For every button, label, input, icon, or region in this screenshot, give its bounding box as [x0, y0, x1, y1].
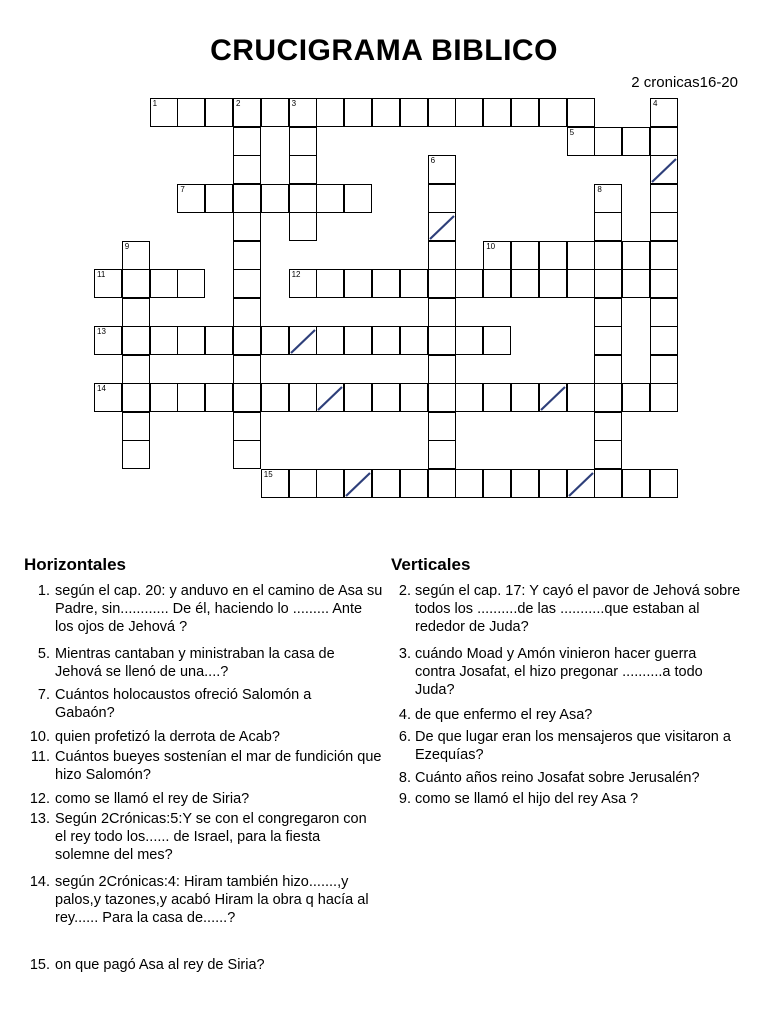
crossword-cell[interactable] [511, 241, 539, 270]
crossword-cell[interactable] [344, 269, 372, 298]
crossword-cell[interactable] [567, 127, 595, 156]
crossword-cell[interactable] [233, 127, 261, 156]
crossword-cell[interactable] [539, 469, 567, 498]
crossword-cell[interactable] [622, 269, 650, 298]
crossword-cell[interactable] [289, 212, 317, 241]
crossword-cell[interactable] [233, 383, 261, 412]
crossword-cell[interactable] [261, 326, 289, 355]
crossword-cell[interactable] [233, 98, 261, 127]
clue-number: 4 [653, 99, 658, 108]
crossword-cell[interactable] [344, 98, 372, 127]
crossword-cell[interactable] [428, 298, 456, 327]
crossword-cell[interactable] [539, 241, 567, 270]
crossword-cell[interactable] [650, 383, 678, 412]
across-clue-1: 1. según el cap. 20: y anduvo en el camino de Asa su Padre, sin............ De él, haciendo lo ......... Ante los ojos de Jehová ? [37, 583, 383, 635]
crossword-cell[interactable] [122, 383, 150, 412]
crossword-cell[interactable] [483, 326, 511, 355]
crossword-cell[interactable] [94, 383, 122, 412]
crossword-cell[interactable] [233, 412, 261, 441]
across-clue-7: 7. Cuántos holocaustos ofreció Salomón a Gabaón? [37, 687, 312, 721]
crossword-cell[interactable] [455, 469, 483, 498]
crossword-cell[interactable] [594, 383, 622, 412]
crossword-cell[interactable] [400, 98, 428, 127]
crossword-cell[interactable] [650, 241, 678, 270]
crossword-cell[interactable] [594, 269, 622, 298]
crossword-cell[interactable] [483, 383, 511, 412]
across-clue-13: 13. Según 2Crónicas:5:Y se con el congregaron con el rey todo los...... de Israel, para la fiesta solemne del mes? [29, 811, 367, 863]
crossword-cell[interactable] [289, 326, 317, 355]
crossword-cell[interactable] [94, 326, 122, 355]
crossword-cell[interactable] [455, 326, 483, 355]
slash-mark [540, 384, 566, 411]
down-clue-2: 2. según el cap. 17: Y cayó el pavor de Jehová sobre todos los ..........de las ...........que estaban al rededor de Juda? [398, 583, 741, 635]
crossword-cell[interactable] [650, 155, 678, 184]
crossword-cell[interactable] [650, 469, 678, 498]
crossword-cell[interactable] [205, 326, 233, 355]
crossword-cell[interactable] [428, 98, 456, 127]
across-clue-5: 5. Mientras cantaban y ministraban la casa de Jehová se llenó de una....? [37, 646, 335, 680]
crossword-cell[interactable] [122, 269, 150, 298]
crossword-cell[interactable] [122, 298, 150, 327]
slash-mark [290, 327, 316, 354]
crossword-cell[interactable] [289, 98, 317, 127]
crossword-cell[interactable] [594, 355, 622, 384]
across-heading: Horizontales [24, 555, 127, 574]
crossword-cell[interactable] [483, 469, 511, 498]
crossword-cell[interactable] [594, 326, 622, 355]
crossword-cell[interactable] [428, 383, 456, 412]
crossword-cell[interactable] [233, 155, 261, 184]
crossword-cell[interactable] [316, 98, 344, 127]
crossword-cell[interactable] [650, 212, 678, 241]
crossword-cell[interactable] [205, 98, 233, 127]
crossword-cell[interactable] [316, 184, 344, 213]
crossword-cell[interactable] [400, 269, 428, 298]
clue-number: 13 [97, 327, 106, 336]
crossword-cell[interactable] [150, 269, 178, 298]
crossword-cell[interactable] [261, 184, 289, 213]
crossword-cell[interactable] [483, 98, 511, 127]
crossword-cell[interactable] [289, 127, 317, 156]
crossword-cell[interactable] [372, 383, 400, 412]
crossword-cell[interactable] [205, 184, 233, 213]
down-clue-8: 8. Cuánto años reino Josafat sobre Jerusalén? [398, 770, 700, 786]
crossword-cell[interactable] [233, 298, 261, 327]
clue-number: 7 [180, 184, 185, 194]
across-clue-10: 10. quien profetizó la derrota de Acab? [29, 729, 280, 745]
down-clue-9: 9. como se llamó el hijo del rey Asa ? [398, 791, 639, 807]
crossword-cell[interactable] [622, 383, 650, 412]
down-clue-3: 3. cuándo Moad y Amón vinieron hacer guerra contra Josafat, el hizo pregonar ..........a todo Juda? [398, 646, 703, 698]
across-clue-12: 12. como se llamó el rey de Siria? [29, 791, 250, 807]
slash-mark [317, 384, 343, 411]
crossword-cell[interactable] [233, 184, 261, 213]
crossword-cell[interactable] [316, 326, 344, 355]
crossword-cell[interactable] [511, 269, 539, 298]
crossword-cell[interactable] [150, 383, 178, 412]
crossword-cell[interactable] [233, 440, 261, 469]
crossword-cell[interactable] [400, 326, 428, 355]
crossword-cell[interactable] [289, 184, 317, 213]
crossword-cell[interactable] [233, 269, 261, 298]
crossword-cell[interactable] [539, 269, 567, 298]
clue-number: 2 [236, 99, 241, 108]
crossword-cell[interactable] [428, 155, 456, 184]
crossword-cell[interactable] [511, 98, 539, 127]
crossword-cell[interactable] [122, 440, 150, 469]
across-clue-14: 14. según 2Crónicas:4: Hiram también hizo.......,y palos,y tazones,y acabó Hiram la obra q hacía al rey...... Para la casa de......? [29, 874, 369, 926]
crossword-cell[interactable] [122, 326, 150, 355]
crossword-cell[interactable] [539, 98, 567, 127]
crossword-cell[interactable] [650, 98, 678, 127]
across-clue-11: 11. Cuántos bueyes sostenían el mar de fundición que hizo Salomón? [30, 749, 382, 783]
crossword-cell[interactable] [372, 98, 400, 127]
crossword-cell[interactable] [567, 469, 595, 498]
crossword-cell[interactable] [289, 383, 317, 412]
crossword-cell[interactable] [261, 469, 289, 498]
crossword-cell[interactable] [650, 355, 678, 384]
crossword-cell[interactable] [455, 98, 483, 127]
crossword-cell[interactable] [344, 326, 372, 355]
crossword-cell[interactable] [289, 269, 317, 298]
subtitle: 2 cronicas16-20 [631, 74, 738, 91]
across-clue-15: 15. on que pagó Asa al rey de Siria? [29, 957, 265, 973]
crossword-cell[interactable] [428, 440, 456, 469]
crossword-cell[interactable] [177, 269, 205, 298]
crossword-cell[interactable] [428, 184, 456, 213]
crossword-cell[interactable] [177, 184, 205, 213]
crossword-cell[interactable] [428, 326, 456, 355]
crossword-cell[interactable] [177, 383, 205, 412]
down-clue-4: 4. de que enfermo el rey Asa? [398, 707, 593, 723]
clue-number: 11 [97, 270, 106, 279]
crossword-cell[interactable] [233, 355, 261, 384]
crossword-cell[interactable] [511, 383, 539, 412]
crossword-cell[interactable] [622, 241, 650, 270]
crossword-cell[interactable] [539, 383, 567, 412]
crossword-cell[interactable] [233, 326, 261, 355]
crossword-cell[interactable] [428, 212, 456, 241]
crossword-cell[interactable] [455, 383, 483, 412]
crossword-cell[interactable] [372, 269, 400, 298]
clue-number: 1 [152, 99, 158, 108]
crossword-cell[interactable] [594, 127, 622, 156]
crossword-cell[interactable] [567, 241, 595, 270]
crossword-cell[interactable] [511, 469, 539, 498]
crossword-cell[interactable] [261, 98, 289, 127]
crossword-cell[interactable] [650, 269, 678, 298]
clue-number: 10 [486, 241, 496, 251]
crossword-cell[interactable] [205, 383, 233, 412]
crossword-cell[interactable] [594, 298, 622, 327]
crossword-cell[interactable] [594, 440, 622, 469]
crossword-cell[interactable] [650, 127, 678, 156]
crossword-cell[interactable] [483, 269, 511, 298]
crossword-cell[interactable] [344, 383, 372, 412]
crossword-cell[interactable] [428, 355, 456, 384]
crossword-cell[interactable] [150, 326, 178, 355]
crossword-cell[interactable] [289, 469, 317, 498]
crossword-cell[interactable] [344, 469, 372, 498]
down-heading: Verticales [391, 555, 471, 574]
clue-number: 5 [569, 127, 575, 137]
crossword-cell[interactable] [428, 241, 456, 270]
page-title: CRUCIGRAMA BIBLICO [210, 34, 558, 67]
clue-number: 3 [291, 99, 297, 108]
crossword-cell[interactable] [567, 98, 595, 127]
crossword-cell[interactable] [122, 412, 150, 441]
crossword-cell[interactable] [594, 469, 622, 498]
crossword-cell[interactable] [316, 383, 344, 412]
slash-mark [429, 213, 455, 240]
clue-number: 9 [124, 241, 130, 251]
crossword-cell[interactable] [177, 98, 205, 127]
crossword-cell[interactable] [428, 269, 456, 298]
crossword-cell[interactable] [622, 127, 650, 156]
clue-number: 12 [291, 270, 301, 279]
crossword-cell[interactable] [650, 326, 678, 355]
clue-number: 14 [97, 384, 106, 393]
crossword-cell[interactable] [567, 269, 595, 298]
crossword-cell[interactable] [400, 469, 428, 498]
crossword-cell[interactable] [650, 184, 678, 213]
crossword-cell[interactable] [428, 469, 456, 498]
crossword-cell[interactable] [594, 241, 622, 270]
crossword-cell[interactable] [455, 269, 483, 298]
crossword-cell[interactable] [261, 383, 289, 412]
crossword-cell[interactable] [289, 155, 317, 184]
crossword-cell[interactable] [122, 355, 150, 384]
crossword-cell[interactable] [233, 241, 261, 270]
crossword-cell[interactable] [567, 383, 595, 412]
crossword-cell[interactable] [177, 326, 205, 355]
clue-number: 6 [430, 156, 436, 165]
crossword-cell[interactable] [150, 98, 178, 127]
crossword-cell[interactable] [483, 241, 511, 270]
crossword-cell[interactable] [594, 212, 622, 241]
crossword-cell[interactable] [233, 212, 261, 241]
slash-mark [568, 470, 594, 497]
crossword-cell[interactable] [344, 184, 372, 213]
crossword-cell[interactable] [594, 412, 622, 441]
clue-number: 8 [597, 184, 602, 194]
crossword-cell[interactable] [372, 326, 400, 355]
crossword-cell[interactable] [316, 469, 344, 498]
crossword-cell[interactable] [94, 269, 122, 298]
crossword-cell[interactable] [428, 412, 456, 441]
down-clue-6: 6. De que lugar eran los mensajeros que visitaron a Ezequías? [398, 729, 731, 763]
slash-mark [345, 470, 371, 497]
crossword-cell[interactable] [400, 383, 428, 412]
crossword-cell[interactable] [316, 269, 344, 298]
clue-number: 15 [263, 469, 273, 479]
crossword-cell[interactable] [122, 241, 150, 270]
crossword-cell[interactable] [622, 469, 650, 498]
crossword-cell[interactable] [594, 184, 622, 213]
crossword-cell[interactable] [372, 469, 400, 498]
slash-mark [651, 156, 677, 183]
crossword-cell[interactable] [650, 298, 678, 327]
